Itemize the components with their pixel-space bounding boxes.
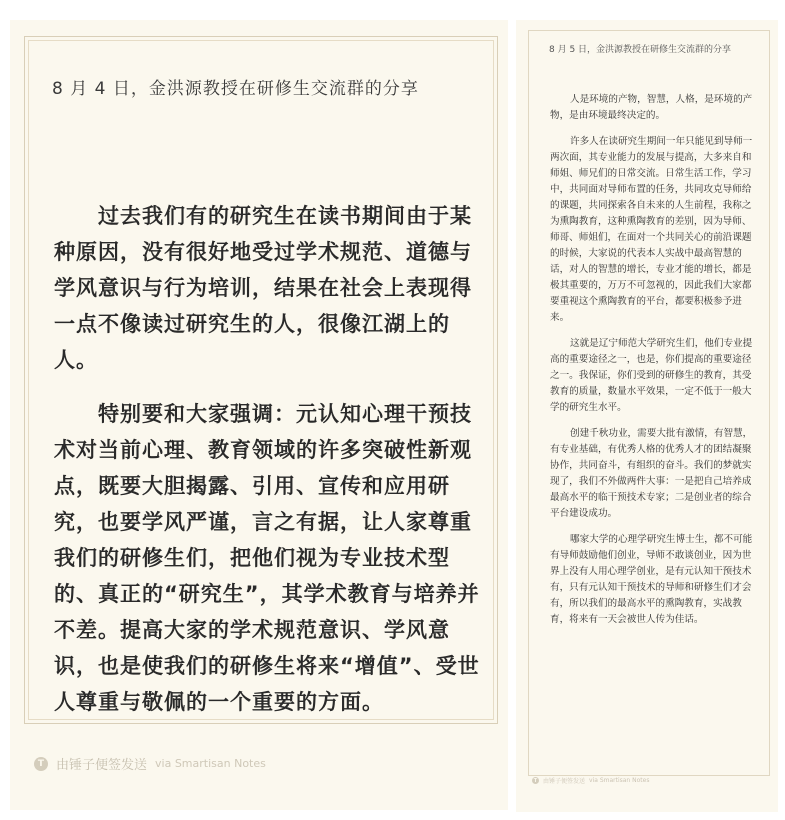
note-card-right <box>516 20 778 812</box>
footer-via: via Smartisan Notes <box>589 777 650 784</box>
note-paragraph: 这就是辽宁师范大学研究生们，他们专业提高的重要途径之一，也是，你们提高的重要途径之一。我保证，你们受到的研修生的教育，其受教育的质量，数量水平效果，一定不低于一般大学的研究生水平。 <box>550 338 753 413</box>
note-paragraph: 哪家大学的心理学研究生博士生，都不可能有导师鼓励他们创业，导师不敢谈创业，因为世界上没有人用心理学创业，是有元认知干预技术有，只有元认知干预技术的导师和研修生们才会有，所以我们的最高水平的熏陶教育，实战教育，将来有一天会被世人传为佳话。 <box>550 534 753 625</box>
smartisan-logo-icon: T <box>533 777 538 784</box>
footer-sent-by: 由锤子便签发送 <box>56 758 148 773</box>
note-body-left <box>54 198 492 738</box>
note-paragraph: 过去我们有的研究生在读书期间由于某种原因，没有很好地受过学术规范、道德与学风意识与行为培训，结果在社会上表现得一点不像读过研究生的人，很像江湖上的人。 <box>54 204 472 372</box>
note-paragraph: 人是环境的产物，智慧，人格，是环境的产物，是由环境最终决定的。 <box>550 94 753 121</box>
note-title-left: 8 月 4 日，金洪源教授在研修生交流群的分享 <box>52 79 419 99</box>
footer-via: via Smartisan Notes <box>155 757 266 770</box>
note-paragraph: 许多人在读研究生期间一年只能见到导师一两次面，其专业能力的发展与提高，大多来自和师姐、师兄们的日常交流。日常生活工作，学习中，共同面对导师布置的任务，共同攻克导师给的课题，共同探索各自未来的人生前程，我称之为熏陶教育，这种熏陶教育的差别，因为导师、师哥、师姐们，在面对一个共同关心的前沿课题的时候，大家说的代表本人实战中最高智慧的话，对人的智慧的增长，专业才能的增长，都是极其重要的，万万不可忽视的，因此我们大家都要重视这个熏陶教育的平台，都要积极参予进来。 <box>550 136 753 323</box>
note-paragraph: 创建千秋功业，需要大批有激情，有智慧，有专业基础，有优秀人格的优秀人才的团结凝聚协作，共同奋斗，有组织的奋斗。我们的梦就实现了，我们不外做两件大事：一是把自己培养成最高水平的临干预技术专家；二是创业者的综合平台建设成功。 <box>550 428 753 519</box>
note-footer-right <box>532 776 649 785</box>
note-footer-left <box>34 754 266 773</box>
note-paragraph: 特别要和大家强调：元认知心理干预技术对当前心理、教育领域的许多突破性新观点，既要大胆揭露、引用、宣传和应用研究，也要学风严谨，言之有据，让人家尊重我们的研修生们，把他们视为专业技术型的、真正的“研究生”，其学术教育与培养并不差。提高大家的学术规范意识、学风意识，也是使我们的研修生将来“增值”、受世人尊重与敬佩的一个重要的方面。 <box>54 402 480 714</box>
note-title-right: 8 月 5 日，金洪源教授在研修生交流群的分享 <box>549 45 732 55</box>
smartisan-logo-icon: T <box>34 757 48 771</box>
note-body-right <box>550 92 754 638</box>
note-card-left <box>10 20 508 810</box>
footer-sent-by: 由锤子便签发送 <box>543 778 586 785</box>
